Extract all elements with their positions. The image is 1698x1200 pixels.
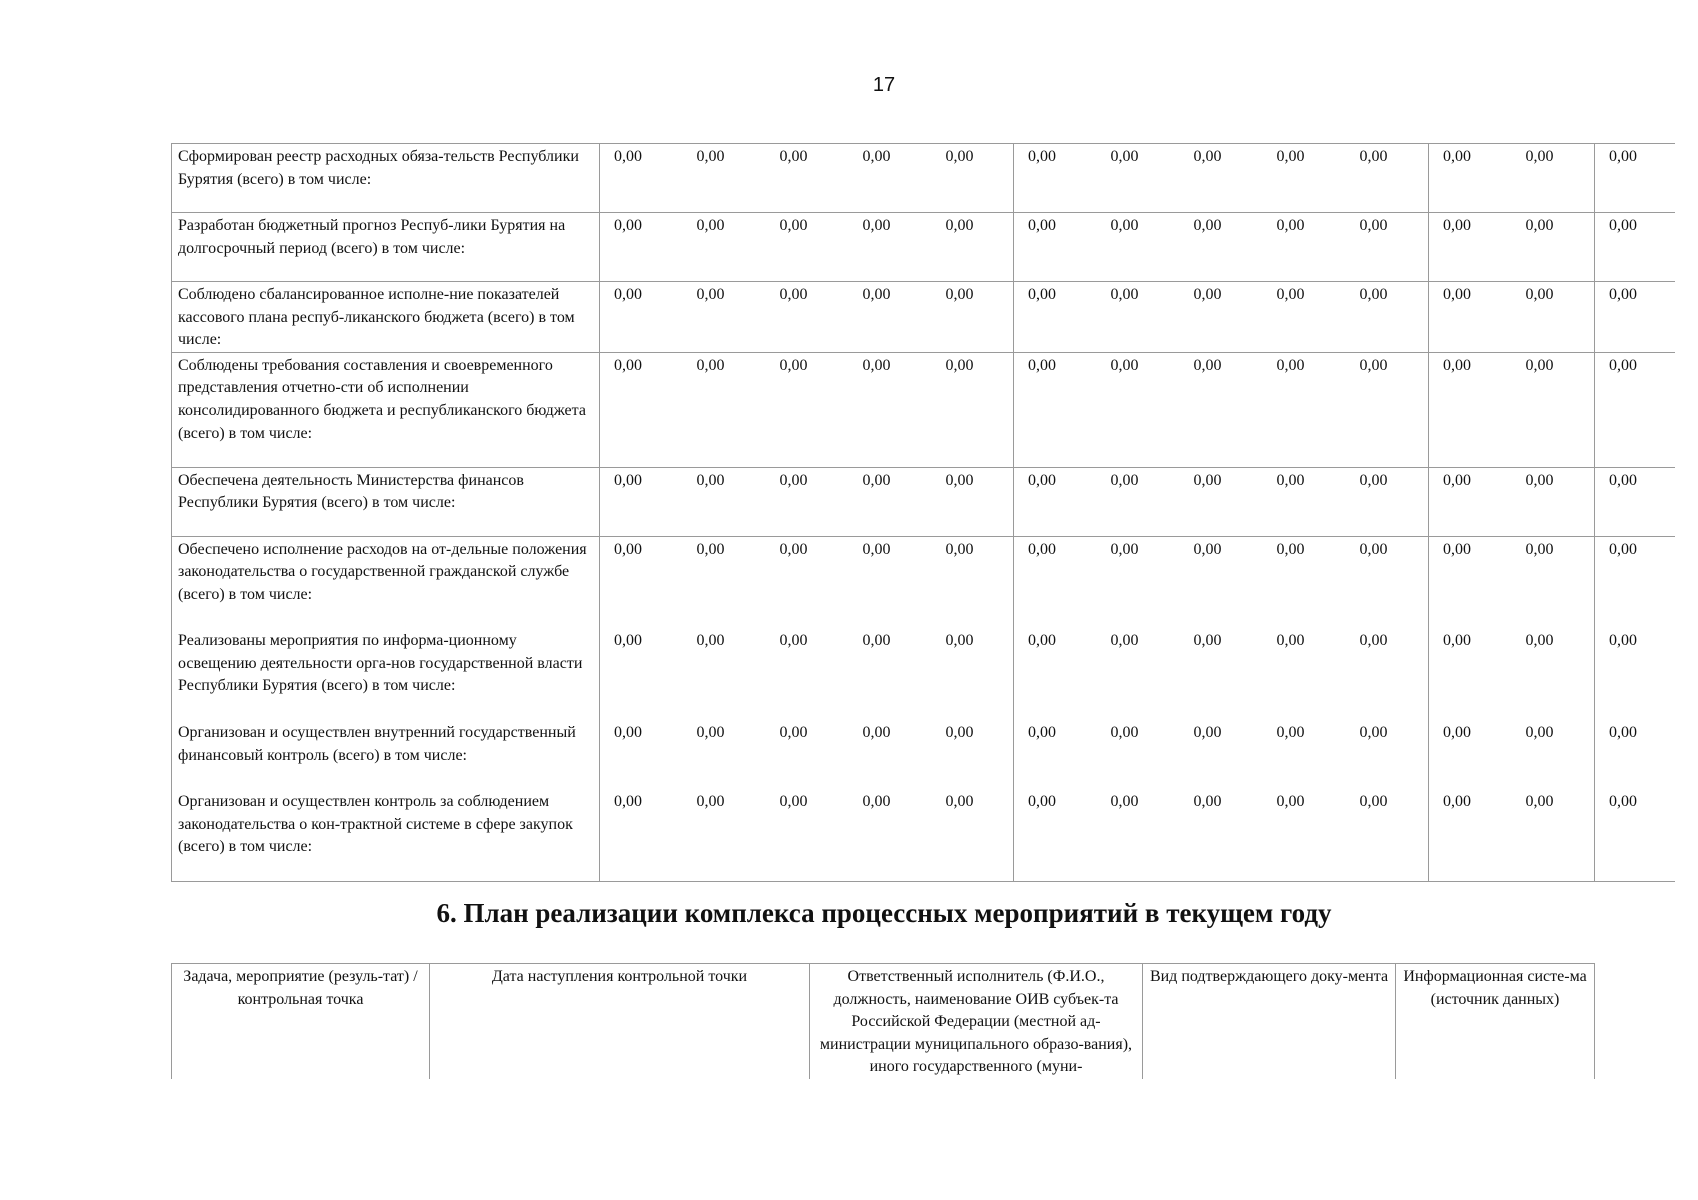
budget-cell-value: 0,00 — [1193, 632, 1222, 650]
budget-cell-value: 0,00 — [1429, 213, 1512, 282]
budget-cell-value: 0,00 — [1276, 632, 1305, 650]
budget-row — [172, 789, 1675, 881]
budget-cell-value: 0,00 — [766, 467, 849, 536]
budget-cell-value: 0,00 — [1180, 467, 1263, 536]
budget-cell-value: 0,00 — [1097, 144, 1180, 213]
header-responsible-executor: Ответственный исполнитель (Ф.И.О., должность, наименование ОИВ субъек-та Российской Федерации (местной ад-министрации муниципального образо-вания), иного государственного (муни- — [810, 964, 1143, 1079]
budget-cell-value: 0,00 — [1346, 536, 1429, 628]
budget-cell-value: 0,00 — [1180, 282, 1263, 353]
budget-cell-value: 0,00 — [766, 789, 849, 881]
budget-cell-value: 0,00 — [1346, 282, 1429, 353]
budget-cell-value: 0,00 — [1263, 282, 1346, 353]
budget-row-label: Обеспечена деятельность Министерства финансов Республики Бурятия (всего) в том числе: — [172, 467, 600, 536]
budget-cell-value: 0,00 — [600, 789, 683, 881]
budget-cell-value: 0,00 — [600, 628, 683, 720]
budget-cell-value: 0,00 — [1097, 789, 1180, 881]
budget-cell-value: 0,00 — [932, 789, 1014, 881]
budget-cell-value: 0,00 — [1595, 628, 1675, 720]
budget-cell-value: 0,00 — [1429, 282, 1512, 353]
budget-cell-value: 0,00 — [1014, 282, 1097, 353]
budget-table — [171, 143, 1675, 882]
budget-cell-value: 0,00 — [1097, 282, 1180, 353]
budget-cell-value: 0,00 — [849, 789, 932, 881]
budget-cell-value: 0,00 — [849, 144, 932, 213]
budget-cell-value: 0,00 — [1346, 352, 1429, 467]
budget-row-label: Реализованы мероприятия по информа-ционному освещению деятельности орга-нов государственной власти Республики Бурятия (всего) в том числе: — [172, 628, 600, 720]
budget-cell-value: 0,00 — [932, 467, 1014, 536]
budget-cell-value: 0,00 — [849, 352, 932, 467]
budget-cell-value: 0,00 — [849, 536, 932, 628]
budget-cell-value: 0,00 — [1429, 536, 1512, 628]
budget-cell-value: 0,00 — [849, 467, 932, 536]
budget-row-label: Обеспечено исполнение расходов на от-дельные положения законодательства о государственной гражданской службе (всего) в том числе: — [172, 536, 600, 628]
budget-cell-value: 0,00 — [1014, 720, 1097, 789]
budget-cell-value: 0,00 — [1014, 213, 1097, 282]
budget-cell-value: 0,00 — [1429, 720, 1512, 789]
budget-row — [172, 352, 1675, 467]
budget-cell-value: 0,00 — [683, 352, 766, 467]
budget-row-label: Соблюдено сбалансированное исполне-ние показателей кассового плана респуб-ликанского бюджета (всего) в том числе: — [172, 282, 600, 353]
budget-cell-value: 0,00 — [1595, 720, 1675, 789]
budget-table-body — [172, 144, 1675, 882]
budget-cell-value: 0,00 — [766, 536, 849, 628]
budget-cell-value: 0,00 — [932, 282, 1014, 353]
budget-cell-value: 0,00 — [1263, 789, 1346, 881]
budget-row-label: Организован и осуществлен контроль за соблюдением законодательства о кон-трактной системе в сфере закупок (всего) в том числе: — [172, 789, 600, 881]
budget-cell-value: 0,00 — [1263, 467, 1346, 536]
budget-row — [172, 536, 1675, 628]
budget-row-label: Организован и осуществлен внутренний государственный финансовый контроль (всего) в том числе: — [172, 720, 600, 789]
budget-cell-value: 0,00 — [1014, 144, 1097, 213]
budget-cell-value: 0,00 — [766, 282, 849, 353]
budget-cell-value: 0,00 — [683, 213, 766, 282]
header-information-system: Информационная систе-ма (источник данных) — [1396, 964, 1595, 1079]
budget-cell-value: 0,00 — [600, 213, 683, 282]
budget-cell-value: 0,00 — [849, 282, 932, 353]
budget-row — [172, 282, 1675, 353]
budget-cell-value: 0,00 — [600, 282, 683, 353]
budget-cell-value: 0,00 — [849, 213, 932, 282]
budget-row-label: Соблюдены требования составления и своевременного представления отчетно-сти об исполнении консолидированного бюджета и республиканского бюджета (всего) в том числе: — [172, 352, 600, 467]
section-title: 6. План реализации комплекса процессных мероприятий в текущем году — [436, 898, 1332, 928]
budget-cell-value: 0,00 — [683, 536, 766, 628]
budget-cell-value: 0,00 — [1180, 144, 1263, 213]
budget-cell-value: 0,00 — [1263, 213, 1346, 282]
budget-cell-value: 0,00 — [1595, 213, 1675, 282]
budget-cell-value: 0,00 — [600, 720, 683, 789]
budget-cell-value: 0,00 — [1180, 352, 1263, 467]
budget-cell-value: 0,00 — [932, 628, 1014, 720]
budget-cell-value: 0,00 — [1263, 144, 1346, 213]
budget-cell-value: 0,00 — [1595, 282, 1675, 353]
budget-cell-value: 0,00 — [1512, 720, 1595, 789]
budget-cell-value: 0,00 — [696, 724, 725, 742]
budget-cell-value: 0,00 — [1512, 213, 1595, 282]
header-control-date: Дата наступления контрольной точки — [430, 964, 810, 1079]
budget-row — [172, 467, 1675, 536]
budget-cell-value: 0,00 — [1276, 724, 1305, 742]
budget-cell-value: 0,00 — [1595, 144, 1675, 213]
budget-cell-value: 0,00 — [1014, 628, 1097, 720]
budget-cell-value: 0,00 — [1512, 352, 1595, 467]
budget-cell-value: 0,00 — [1429, 789, 1512, 881]
budget-cell-value: 0,00 — [766, 352, 849, 467]
page-number: 17 — [872, 74, 896, 96]
budget-cell-value: 0,00 — [683, 467, 766, 536]
budget-cell-value: 0,00 — [1110, 724, 1139, 742]
budget-cell-value: 0,00 — [932, 536, 1014, 628]
budget-cell-value: 0,00 — [1180, 536, 1263, 628]
budget-cell-value: 0,00 — [1097, 352, 1180, 467]
budget-cell-value: 0,00 — [1346, 467, 1429, 536]
budget-cell-value: 0,00 — [1097, 467, 1180, 536]
budget-cell-value: 0,00 — [1263, 536, 1346, 628]
budget-row — [172, 213, 1675, 282]
budget-cell-value: 0,00 — [1097, 213, 1180, 282]
budget-cell-value: 0,00 — [1595, 536, 1675, 628]
budget-cell-value: 0,00 — [1346, 720, 1429, 789]
budget-cell-value: 0,00 — [683, 282, 766, 353]
budget-cell-value: 0,00 — [1595, 789, 1675, 881]
budget-cell-value: 0,00 — [932, 720, 1014, 789]
budget-cell-value: 0,00 — [600, 352, 683, 467]
budget-cell-value: 0,00 — [1512, 282, 1595, 353]
budget-cell-value: 0,00 — [1014, 352, 1097, 467]
budget-cell-value: 0,00 — [1429, 628, 1512, 720]
budget-cell-value: 0,00 — [696, 632, 725, 650]
budget-cell-value: 0,00 — [766, 144, 849, 213]
budget-cell-value: 0,00 — [1263, 352, 1346, 467]
budget-cell-value: 0,00 — [1429, 352, 1512, 467]
budget-cell-value: 0,00 — [600, 536, 683, 628]
plan-table — [171, 963, 1595, 1079]
budget-cell-value: 0,00 — [1595, 467, 1675, 536]
budget-cell-value: 0,00 — [1346, 789, 1429, 881]
budget-cell-value: 0,00 — [1346, 144, 1429, 213]
budget-cell-value: 0,00 — [779, 724, 808, 742]
budget-row — [172, 144, 1675, 213]
budget-cell-value: 0,00 — [862, 724, 891, 742]
budget-cell-value: 0,00 — [1429, 467, 1512, 536]
budget-cell-value: 0,00 — [932, 352, 1014, 467]
budget-cell-value: 0,00 — [932, 213, 1014, 282]
budget-cell-value: 0,00 — [1512, 789, 1595, 881]
budget-cell-value: 0,00 — [1180, 789, 1263, 881]
header-task: Задача, мероприятие (резуль-тат) / контрольная точка — [172, 964, 430, 1079]
budget-cell-value: 0,00 — [1193, 724, 1222, 742]
budget-cell-value: 0,00 — [1429, 144, 1512, 213]
plan-table-header-row — [172, 964, 1595, 1079]
budget-cell-value: 0,00 — [1512, 467, 1595, 536]
budget-cell-value: 0,00 — [1180, 213, 1263, 282]
budget-row — [172, 720, 1675, 789]
budget-cell-value: 0,00 — [779, 632, 808, 650]
budget-cell-value: 0,00 — [683, 144, 766, 213]
budget-cell-value: 0,00 — [1014, 467, 1097, 536]
budget-cell-value: 0,00 — [1512, 144, 1595, 213]
budget-cell-value: 0,00 — [862, 632, 891, 650]
budget-cell-value: 0,00 — [600, 144, 683, 213]
budget-cell-value: 0,00 — [1346, 628, 1429, 720]
budget-cell-value: 0,00 — [1097, 536, 1180, 628]
budget-row-label: Разработан бюджетный прогноз Респуб-лики Бурятия на долгосрочный период (всего) в том числе: — [172, 213, 600, 282]
budget-cell-value: 0,00 — [766, 213, 849, 282]
budget-cell-value: 0,00 — [1512, 536, 1595, 628]
header-document-type: Вид подтверждающего доку-мента — [1143, 964, 1396, 1079]
budget-cell-value: 0,00 — [600, 467, 683, 536]
budget-cell-value: 0,00 — [683, 789, 766, 881]
budget-cell-value: 0,00 — [1595, 352, 1675, 467]
budget-cell-value: 0,00 — [932, 144, 1014, 213]
budget-row-label: Сформирован реестр расходных обяза-тельств Республики Бурятия (всего) в том числе: — [172, 144, 600, 213]
budget-cell-value: 0,00 — [1346, 213, 1429, 282]
budget-cell-value: 0,00 — [1014, 789, 1097, 881]
budget-cell-value: 0,00 — [1014, 536, 1097, 628]
budget-cell-value: 0,00 — [1512, 628, 1595, 720]
budget-cell-value: 0,00 — [1110, 632, 1139, 650]
budget-row — [172, 628, 1675, 720]
